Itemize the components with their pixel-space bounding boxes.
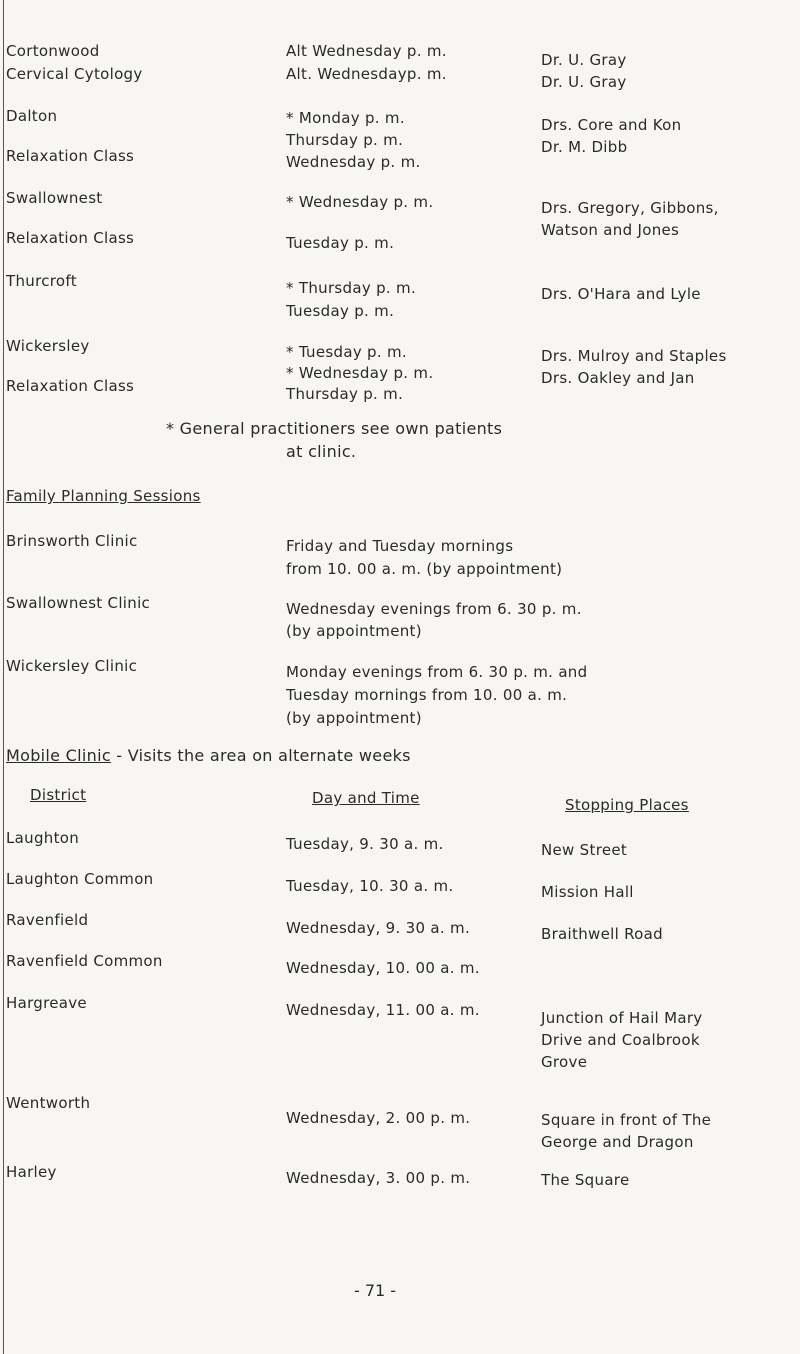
mobile-clinic-heading: Mobile Clinic — [6, 746, 111, 765]
place-line: Relaxation Class — [6, 147, 135, 165]
family-planning-heading: Family Planning Sessions — [6, 487, 201, 505]
time-line: * Tuesday p. m. — [286, 343, 407, 361]
row-stop-line: Square in front of The — [541, 1111, 712, 1129]
footnote-line: at clinic. — [286, 442, 357, 461]
doctor-line: Dr. M. Dibb — [541, 138, 628, 156]
row-stop-line: Mission Hall — [541, 883, 634, 901]
time-line: Thursday p. m. — [286, 385, 404, 403]
session-clinic: Swallownest Clinic — [6, 594, 151, 612]
time-line: Alt. Wednesdayp. m. — [286, 65, 447, 83]
row-day-time: Wednesday, 10. 00 a. m. — [286, 959, 480, 977]
footnote-line: * General practitioners see own patients — [166, 419, 503, 438]
place-line: Relaxation Class — [6, 229, 135, 247]
time-line: Wednesday p. m. — [286, 153, 421, 171]
time-line: Alt Wednesday p. m. — [286, 42, 447, 60]
row-stop-line: New Street — [541, 841, 628, 859]
row-stop-line: Braithwell Road — [541, 925, 663, 943]
session-time-line: Friday and Tuesday mornings — [286, 537, 514, 555]
row-stop-line: George and Dragon — [541, 1133, 694, 1151]
doctor-line: Dr. U. Gray — [541, 73, 627, 91]
row-district: Laughton Common — [6, 870, 154, 888]
row-stop-line: Junction of Hail Mary — [541, 1009, 703, 1027]
session-time-line: Monday evenings from 6. 30 p. m. and — [286, 663, 588, 681]
header-stopping-places: Stopping Places — [565, 796, 689, 814]
place-line: Wickersley — [6, 337, 90, 355]
row-day-time: Wednesday, 9. 30 a. m. — [286, 919, 471, 937]
session-time-line: Tuesday mornings from 10. 00 a. m. — [286, 686, 568, 704]
row-day-time: Wednesday, 2. 00 p. m. — [286, 1109, 471, 1127]
time-line: * Thursday p. m. — [286, 279, 417, 297]
doctor-line: Drs. O'Hara and Lyle — [541, 285, 701, 303]
place-line: Cervical Cytology — [6, 65, 143, 83]
time-line: Tuesday p. m. — [286, 302, 395, 320]
time-line: * Wednesday p. m. — [286, 364, 434, 382]
time-line: * Monday p. m. — [286, 109, 405, 127]
row-district: Harley — [6, 1163, 57, 1181]
doctor-line: Drs. Oakley and Jan — [541, 369, 695, 387]
row-district: Laughton — [6, 829, 80, 847]
session-time-line: from 10. 00 a. m. (by appointment) — [286, 560, 563, 578]
place-line: Swallownest — [6, 189, 103, 207]
row-day-time: Tuesday, 9. 30 a. m. — [286, 835, 444, 853]
session-time-line: (by appointment) — [286, 709, 422, 727]
row-stop-line: Drive and Coalbrook — [541, 1031, 700, 1049]
row-district: Wentworth — [6, 1094, 91, 1112]
doctor-line: Drs. Mulroy and Staples — [541, 347, 727, 365]
row-district: Ravenfield Common — [6, 952, 163, 970]
session-clinic: Brinsworth Clinic — [6, 532, 138, 550]
row-district: Ravenfield — [6, 911, 89, 929]
time-line: * Wednesday p. m. — [286, 193, 434, 211]
session-time-line: (by appointment) — [286, 622, 422, 640]
mobile-clinic-title — [6, 745, 411, 766]
doctor-line: Drs. Core and Kon — [541, 116, 682, 134]
row-day-time: Wednesday, 11. 00 a. m. — [286, 1001, 480, 1019]
row-stop-line: Grove — [541, 1053, 588, 1071]
doctor-line: Drs. Gregory, Gibbons, — [541, 199, 719, 217]
row-stop-line: The Square — [541, 1171, 630, 1189]
row-day-time: Wednesday, 3. 00 p. m. — [286, 1169, 471, 1187]
session-time-line: Wednesday evenings from 6. 30 p. m. — [286, 600, 582, 618]
row-day-time: Tuesday, 10. 30 a. m. — [286, 877, 454, 895]
place-line: Thurcroft — [6, 272, 77, 290]
header-day-time: Day and Time — [312, 789, 420, 807]
mobile-clinic-subtitle: - Visits the area on alternate weeks — [110, 746, 411, 765]
row-district: Hargreave — [6, 994, 87, 1012]
place-line: Dalton — [6, 107, 58, 125]
session-clinic: Wickersley Clinic — [6, 657, 138, 675]
page-left-edge — [3, 0, 4, 1354]
header-district: District — [30, 786, 87, 804]
time-line: Tuesday p. m. — [286, 234, 395, 252]
page-number: - 71 - — [354, 1281, 397, 1300]
place-line: Relaxation Class — [6, 377, 135, 395]
time-line: Thursday p. m. — [286, 131, 404, 149]
doctor-line: Watson and Jones — [541, 221, 680, 239]
place-line: Cortonwood — [6, 42, 100, 60]
doctor-line: Dr. U. Gray — [541, 51, 627, 69]
